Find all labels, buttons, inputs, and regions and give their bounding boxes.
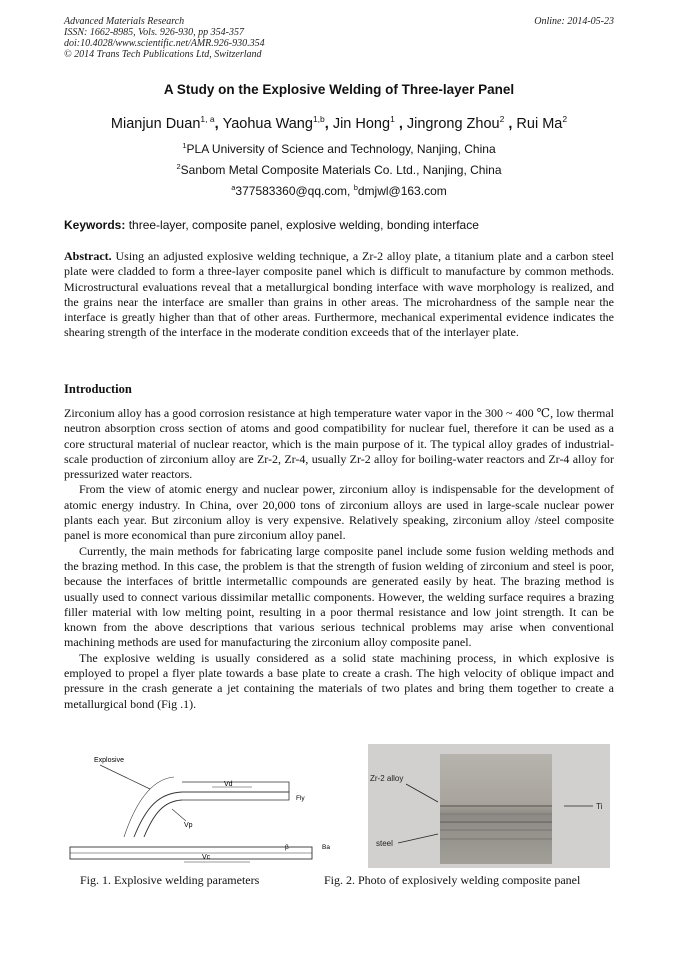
- journal-name: Advanced Materials Research: [64, 16, 185, 27]
- keywords-label: Keywords:: [64, 218, 126, 232]
- fig1-label-vc: Vc: [202, 854, 211, 861]
- fig1-label-fly: Fly: [296, 795, 305, 802]
- figure-2-svg: [368, 744, 610, 868]
- email-a[interactable]: 377583360@qq.com,: [235, 184, 354, 198]
- figure-1-caption: Fig. 1. Explosive welding parameters: [80, 873, 260, 887]
- author-emails: $^a$377583360@qq.com, $^b$dmjwl@163.com: [231, 183, 447, 198]
- author-affil-sup: 2: [562, 114, 568, 124]
- fig2-label-steel: steel: [376, 839, 393, 848]
- fig2-label-zr: Zr-2 alloy: [370, 774, 404, 783]
- author-list: Mianjun Duan$^{1, a}$, Yaohua Wang$^{1,b}$, Jin Hong$^1$ , Jingrong Zhou$^2$ , Rui Ma$^2$: [110, 114, 568, 132]
- author-name: Yaohua Wang: [222, 115, 313, 132]
- intro-paragraph-1: Zirconium alloy has a good corrosion resistance at high temperature water vapor in the 300 ~ 400 ℃, low thermal neutron absorption cross section of atoms and good compatibility for nuclear fuel, therefore it can be used as a core structural material of nuclear reactor, which is the main purpose of it. The typical alloy grades of industrial-scale production of zirconium alloy are Zr-2, Zr-4, usually Zr-2 alloy for boiling-water reactors and Zr-4 alloy for pressurized water reactors.: [64, 406, 614, 482]
- keywords-text: three-layer, composite panel, explosive welding, bonding interface: [125, 218, 479, 232]
- figure-2-photo: [368, 744, 610, 868]
- intro-paragraph-2: From the view of atomic energy and nuclear power, zirconium alloy is indispensable for the development of atomic energy industry. In China, over 20,000 tons of zirconium alloys are used in large-scale nuclear power plants each year. But zirconium alloy is very expensive. Relatively speaking, zirconium alloy /steel composite panel is more economical than pure zirconium alloy panel.: [64, 482, 614, 543]
- fig1-label-ba: Ba: [322, 844, 330, 851]
- author-name: Jin Hong: [332, 115, 391, 132]
- fig1-leader-explosive: [100, 765, 150, 789]
- intro-paragraph-4: The explosive welding is usually considered as a solid state machining process, in which explosive is employed to propel a flyer plate towards a base plate to create a crash. The high velocity of oblique impact and pressure in the crash generate a jet containing the materials of two plates and bring them together to create a metallurgical bond (Fig .1).: [64, 650, 614, 711]
- fig1-flyer-bend-bottom: [144, 800, 182, 837]
- author-affil-sup: 1,b: [312, 114, 325, 124]
- composite-panel-sample: [440, 754, 552, 864]
- section-heading-introduction: Introduction: [64, 382, 132, 396]
- intro-paragraph-3: Currently, the main methods for fabricating large composite panel include some fusion welding methods and the brazing method. In this case, the problem is that the strength of fusion welding of zirconium and steel is poor, because the interfaces of brittle intermetallic compounds are generated easily by heat. The brazing method is usually used to connect various dissimilar metallic components. However, the welding surface requires a brazing filler material with low melting point, resulting in a poor thermal resistance and low joint strength. It can be known from the above descriptions that various serious technical problems may arise when conventional machining methods are used for manufacturing the zirconium alloy composite panel.: [64, 543, 614, 650]
- doi-link[interactable]: doi:10.4028/www.scientific.net/AMR.926-930.354: [64, 38, 265, 49]
- copyright-line: © 2014 Trans Tech Publications Ltd, Switzerland: [64, 49, 262, 60]
- fig1-gas-front: [124, 777, 174, 837]
- email-b[interactable]: dmjwl@163.com: [357, 184, 447, 198]
- fig1-label-explosive: Explosive: [94, 757, 124, 764]
- fig1-vp-arrow: [172, 809, 186, 821]
- fig1-label-vd: Vd: [224, 781, 233, 788]
- fig2-label-ti: Ti: [596, 802, 603, 811]
- online-date: Online: 2014-05-23: [534, 16, 614, 27]
- affiliation-2: $^2$Sanbom Metal Composite Materials Co. Ltd., Nanjing, China: [176, 162, 502, 177]
- author-name: Rui Ma: [516, 115, 563, 132]
- affiliation-1: $^1$PLA University of Science and Technology, Nanjing, China: [182, 141, 496, 156]
- fig1-label-vp: Vp: [184, 822, 193, 829]
- issn-line: ISSN: 1662-8985, Vols. 926-930, pp 354-357: [64, 27, 244, 38]
- fig1-flyer-bend-top: [134, 792, 182, 837]
- keywords: [64, 218, 479, 232]
- abstract-label: Abstract.: [64, 249, 112, 263]
- paper-title: A Study on the Explosive Welding of Three-layer Panel: [163, 82, 515, 97]
- author-name: Jingrong Zhou: [406, 115, 500, 132]
- abstract-text: Using an adjusted explosive welding technique, a Zr-2 alloy plate, a titanium plate and a carbon steel plate were cladded to form a three-layer composite panel which is difficult to manufacture by common methods. Microstructural evaluations reveal that a metallurgical bonding interface with wave morphology is realized, and the grains near the interface are smaller than grains in other areas. The microhardness of the sample near the interface is greatly higher than that of other areas. Furthermore, mechanical experimental evidence indicates the shearing strength of the interface in the moderate condition exceeds that of the interlayer plate.: [64, 249, 614, 340]
- figure-2-caption: Fig. 2. Photo of explosively welding composite panel: [324, 873, 581, 887]
- figure-1-diagram: [64, 745, 344, 869]
- abstract: [64, 249, 614, 341]
- journal-header: [64, 16, 265, 60]
- author-name: Mianjun Duan: [110, 115, 201, 132]
- fig1-flyer-plate: [182, 792, 289, 800]
- author-affil-sup: 1, a: [200, 114, 215, 124]
- author-affil-sup: 2: [499, 114, 505, 124]
- introduction-body: [64, 406, 614, 712]
- fig1-label-beta: β: [285, 844, 289, 851]
- author-affil-sup: 1: [390, 114, 395, 124]
